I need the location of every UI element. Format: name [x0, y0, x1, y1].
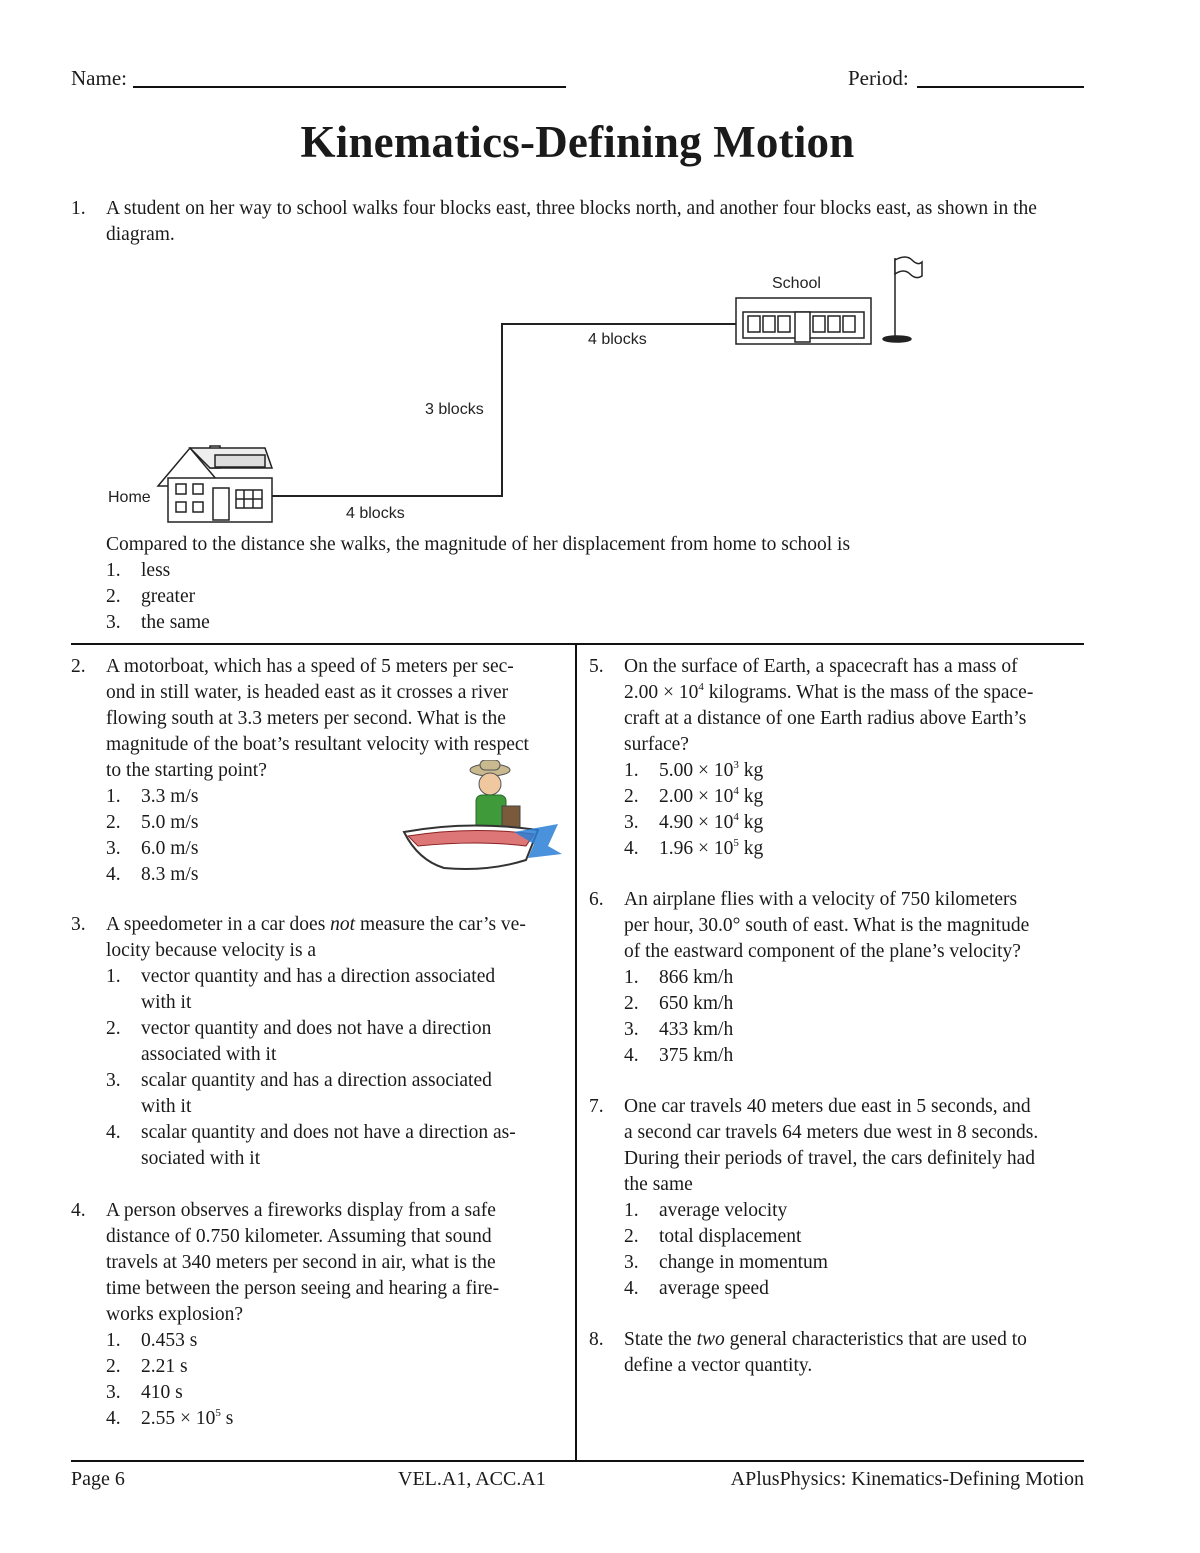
period-blank[interactable]	[917, 86, 1084, 88]
divider-top	[71, 643, 1084, 645]
school-building-icon	[736, 298, 871, 344]
motorboat-illustration	[398, 760, 566, 878]
question-number: 4.	[71, 1200, 86, 1221]
choice-3[interactable]: 3. change in momentum	[624, 1252, 828, 1273]
question-text: On the surface of Earth, a spacecraft has a mass of $2.00 \times 10^4$ kilograms. What is the mass of the space- craft at a distance of one Earth radius above Earth’s surface?	[624, 656, 1034, 755]
question-3-choices	[71, 964, 566, 1172]
question-number: 8.	[589, 1329, 604, 1350]
question-5	[589, 654, 1084, 862]
question-1	[71, 196, 1086, 256]
footer-page-number: Page 6	[71, 1468, 125, 1490]
choice-2[interactable]: 2. 2.21 s	[106, 1356, 188, 1377]
route-diagram	[100, 250, 940, 530]
choice-1[interactable]: 1. average velocity	[624, 1200, 788, 1221]
question-5-choices	[589, 758, 1084, 862]
choice-4[interactable]: 4. 375 km/h	[624, 1045, 734, 1066]
choice-4[interactable]: 4. scalar quantity and does not have a direction as-sociated with it	[106, 1122, 516, 1169]
question-text: A motorboat, which has a speed of 5 meters per sec- ond in still water, is headed east as it crosses a river flowing south at 3.3 meters per second. What is the magnitude of the boat’s resultant velocity with respect to the starting point?	[106, 656, 529, 781]
question-number: 1.	[71, 198, 86, 219]
choice-2[interactable]: 2. 5.0 m/s	[106, 812, 199, 833]
choice-2[interactable]: 2. total displacement	[624, 1226, 802, 1247]
choice-1[interactable]: 1. 866 km/h	[624, 967, 734, 988]
choice-2[interactable]: 2. $2.00 \times 10^4$ kg	[624, 785, 764, 807]
question-1-prompt: Compared to the distance she walks, the magnitude of her displacement from home to school is	[106, 534, 851, 555]
question-7	[589, 1094, 1084, 1302]
footer-source: APlusPhysics: Kinematics-Defining Motion	[730, 1468, 1084, 1490]
question-text: A person observes a fireworks display from a safe distance of 0.750 kilometer. Assuming that sound travels at 340 meters per second in air, what is the time between the person seeing and hearing a fire- works explosion?	[106, 1200, 500, 1325]
question-text: A speedometer in a car does not measure the car’s ve- locity because velocity is a	[106, 914, 526, 961]
page-title: Kinematics-Defining Motion	[300, 117, 855, 167]
choice-3[interactable]: 3. scalar quantity and has a direction associated with it	[106, 1070, 492, 1117]
column-divider	[575, 644, 577, 1462]
home-label: Home	[108, 489, 151, 506]
divider-bottom	[71, 1460, 1084, 1462]
question-4	[71, 1198, 566, 1432]
question-4-choices	[71, 1328, 566, 1432]
name-label: Name:	[71, 66, 127, 90]
segment-label-1: 4 blocks	[346, 505, 405, 522]
choice-2[interactable]: 2. 650 km/h	[624, 993, 734, 1014]
flag-icon	[883, 257, 922, 342]
question-text: One car travels 40 meters due east in 5 seconds, and a second car travels 64 meters due west in 8 seconds. During their periods of travel, the cars definitely had the same	[624, 1096, 1039, 1195]
choice-3[interactable]: 3. 410 s	[106, 1382, 183, 1403]
question-text: A student on her way to school walks four blocks east, three blocks north, and another four blocks east, as shown in the diagram.	[106, 198, 1037, 245]
choice-2[interactable]: 2. vector quantity and does not have a direction associated with it	[106, 1018, 492, 1065]
choice-1[interactable]: 1. 3.3 m/s	[106, 786, 199, 807]
school-label: School	[772, 275, 821, 292]
choice-4[interactable]: 4. $1.96 \times 10^5$ kg	[624, 837, 764, 859]
choice-3[interactable]: 3. 433 km/h	[624, 1019, 734, 1040]
choice-2[interactable]: 2. greater	[106, 586, 196, 607]
question-number: 6.	[589, 889, 604, 910]
choice-1[interactable]: 1. $5.00 \times 10^3$ kg	[624, 759, 764, 781]
choice-3[interactable]: 3. the same	[106, 612, 210, 633]
choice-3[interactable]: 3. $4.90 \times 10^4$ kg	[624, 811, 764, 833]
choice-4[interactable]: 4. 8.3 m/s	[106, 864, 199, 885]
question-number: 3.	[71, 914, 86, 935]
question-6-choices	[589, 965, 1084, 1069]
question-7-choices	[589, 1198, 1084, 1302]
question-number: 2.	[71, 656, 86, 677]
choice-4[interactable]: 4. average speed	[624, 1278, 769, 1299]
choice-1[interactable]: 1. 0.453 s	[106, 1330, 198, 1351]
route-path	[272, 324, 736, 496]
choice-4[interactable]: 4. $2.55 \times 10^5$ s	[106, 1407, 234, 1429]
question-6	[589, 887, 1084, 1069]
segment-label-3: 4 blocks	[588, 331, 647, 348]
question-3	[71, 912, 566, 1172]
question-text: State the two general characteristics that are used to define a vector quantity.	[624, 1329, 1027, 1376]
question-1-choices	[106, 558, 506, 636]
question-8	[589, 1327, 1084, 1379]
question-number: 5.	[589, 656, 604, 677]
question-number: 7.	[589, 1096, 604, 1117]
question-text: An airplane flies with a velocity of 750 kilometers per hour, 30.0° south of east. What is the magnitude of the eastward component of the plane’s velocity?	[624, 889, 1030, 962]
segment-label-2: 3 blocks	[425, 401, 484, 418]
choice-1[interactable]: 1. less	[106, 560, 171, 581]
footer-standards: VEL.A1, ACC.A1	[398, 1468, 546, 1490]
house-icon	[158, 446, 272, 522]
period-label: Period:	[848, 66, 909, 90]
choice-3[interactable]: 3. 6.0 m/s	[106, 838, 199, 859]
name-blank[interactable]	[133, 86, 566, 88]
choice-1[interactable]: 1. vector quantity and has a direction associated with it	[106, 966, 496, 1013]
